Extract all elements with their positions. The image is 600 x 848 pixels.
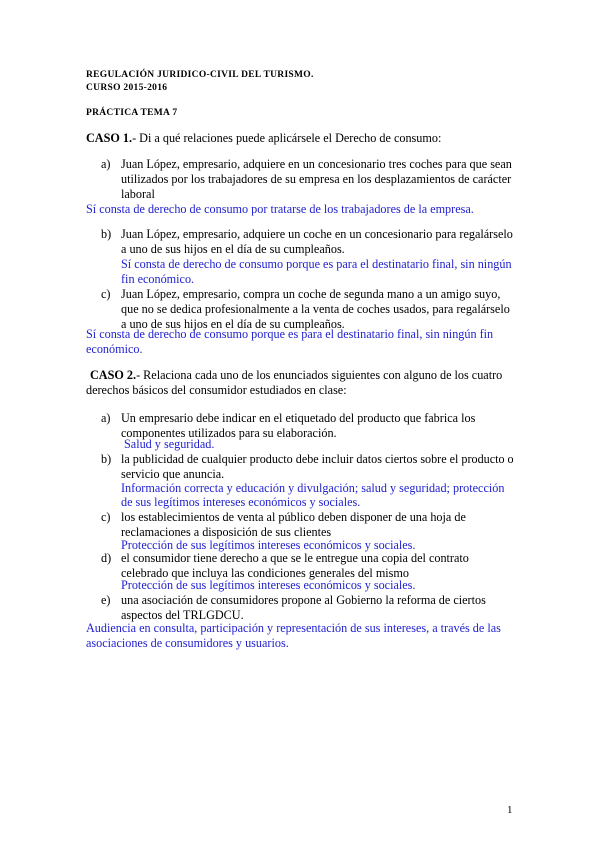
caso1-b-label: b) bbox=[101, 227, 112, 241]
caso2-d-label: d) bbox=[101, 551, 112, 565]
caso1-b-answer: fin económico. bbox=[121, 272, 195, 286]
caso2-a-label: a) bbox=[101, 411, 111, 425]
caso1-a-line: laboral bbox=[121, 187, 155, 201]
caso1-c-answer: Sí consta de derecho de consumo porque es para el destinatario final, sin ningún fin bbox=[86, 327, 494, 341]
caso2-e-line: una asociación de consumidores propone al Gobierno la reforma de ciertos bbox=[121, 593, 486, 607]
caso2-d-answer: Protección de sus legítimos intereses económicos y sociales. bbox=[121, 578, 416, 592]
practice-title: PRÁCTICA TEMA 7 bbox=[86, 108, 178, 118]
caso2-intro: - Relaciona cada uno de los enunciados siguientes con alguno de los cuatro bbox=[136, 368, 503, 382]
caso2-a-line: componentes utilizados para su elaboración. bbox=[121, 426, 337, 440]
course-year: CURSO 2015-2016 bbox=[86, 83, 168, 93]
caso2-b-line: la publicidad de cualquier producto debe incluir datos ciertos sobre el producto o bbox=[121, 452, 514, 466]
caso2-c-answer: Protección de sus legítimos intereses económicos y sociales. bbox=[121, 538, 416, 552]
caso2-a-answer: Salud y seguridad. bbox=[124, 437, 215, 451]
caso1-intro: - Di a qué relaciones puede aplicársele el Derecho de consumo: bbox=[132, 131, 442, 145]
caso2-d-line: el consumidor tiene derecho a que se le entregue una copia del contrato bbox=[121, 551, 469, 565]
caso1-heading: CASO 1. bbox=[86, 131, 133, 145]
caso2-b-label: b) bbox=[101, 452, 112, 466]
caso1-b-answer: Sí consta de derecho de consumo porque es para el destinatario final, sin ningún bbox=[121, 257, 512, 271]
caso2-c-line: los establecimientos de venta al público deben disponer de una hoja de bbox=[121, 510, 466, 524]
caso2-e-answer: Audiencia en consulta, participación y representación de sus intereses, a través de las bbox=[86, 621, 501, 635]
caso1-heading-line bbox=[86, 131, 441, 146]
caso1-b-line: a uno de sus hijos en el día de su cumpleaños. bbox=[121, 242, 345, 256]
caso2-c-label: c) bbox=[101, 510, 111, 524]
caso2-heading: CASO 2. bbox=[90, 368, 137, 382]
caso2-e-answer: asociaciones de consumidores y usuarios. bbox=[86, 636, 289, 650]
caso1-b-line: Juan López, empresario, adquiere un coche en un concesionario para regalárselo bbox=[121, 227, 513, 241]
caso1-c-line: Juan López, empresario, compra un coche de segunda mano a un amigo suyo, bbox=[121, 287, 501, 301]
caso1-a-line: Juan López, empresario, adquiere en un concesionario tres coches para que sean bbox=[121, 157, 512, 171]
caso2-b-line: servicio que anuncia. bbox=[121, 467, 225, 481]
caso2-heading-line bbox=[90, 368, 502, 383]
caso2-a-line: Un empresario debe indicar en el etiquetado del producto que fabrica los bbox=[121, 411, 476, 425]
caso1-c-label: c) bbox=[101, 287, 111, 301]
caso1-c-line: que no se dedica profesionalmente a la venta de coches usados, para regalárselo bbox=[121, 302, 510, 316]
caso2-intro-line: derechos básicos del consumidor estudiados en clase: bbox=[86, 383, 347, 397]
caso1-c-line: a uno de sus hijos en el día de su cumpleaños. bbox=[121, 317, 345, 331]
caso2-c-line: reclamaciones a disposición de sus clientes bbox=[121, 525, 332, 539]
caso2-b-answer: Información correcta y educación y divulgación; salud y seguridad; protección bbox=[121, 481, 505, 495]
caso1-c-answer: económico. bbox=[86, 342, 143, 356]
caso1-a-label: a) bbox=[101, 157, 111, 171]
caso2-b-answer: de sus legítimos intereses económicos y sociales. bbox=[121, 495, 361, 509]
caso2-d-line: celebrado que incluya las condiciones generales del mismo bbox=[121, 566, 409, 580]
page-number: 1 bbox=[507, 804, 513, 816]
caso1-a-answer: Sí consta de derecho de consumo por tratarse de los trabajadores de la empresa. bbox=[86, 202, 474, 216]
caso2-e-line: aspectos del TRLGDCU. bbox=[121, 608, 244, 622]
caso2-e-label: e) bbox=[101, 593, 111, 607]
course-title: REGULACIÓN JURIDICO-CIVIL DEL TURISMO. bbox=[86, 70, 314, 80]
caso1-a-line: utilizados por los trabajadores de su empresa en los desplazamientos de carácter bbox=[121, 172, 512, 186]
